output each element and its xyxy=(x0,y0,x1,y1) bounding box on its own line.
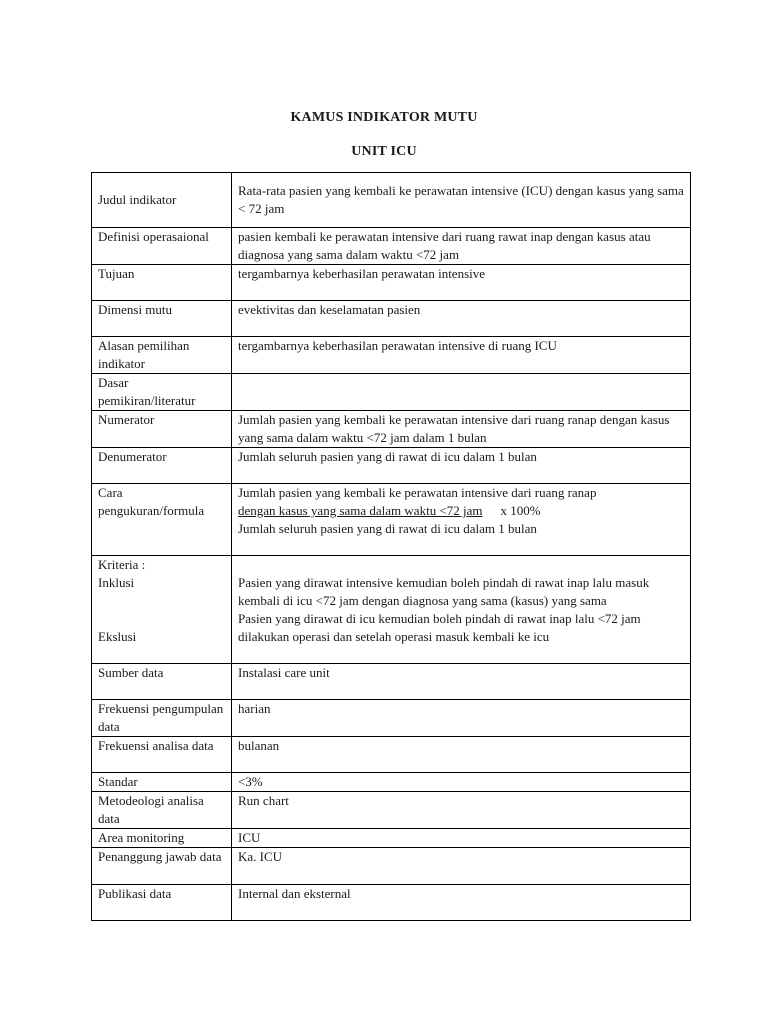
table-row xyxy=(92,228,691,265)
row-value: ICU xyxy=(232,829,691,848)
row-value: Jumlah pasien yang kembali ke perawatan intensive dari ruang ranap dengan kasus yang sama dalam waktu <72 jam dalam 1 bulan xyxy=(232,411,691,448)
table-row xyxy=(92,411,691,448)
row-label: Frekuensi analisa data xyxy=(92,737,232,773)
row-label: Cara pengukuran/formula xyxy=(92,484,232,556)
formula-cell xyxy=(232,484,691,556)
row-value: Rata-rata pasien yang kembali ke perawatan intensive (ICU) dengan kasus yang sama < 72 jam xyxy=(232,173,691,228)
table-row xyxy=(92,484,691,556)
row-label: Publikasi data xyxy=(92,885,232,921)
formula-denominator: Jumlah seluruh pasien yang di rawat di icu dalam 1 bulan xyxy=(238,521,537,536)
row-label: Denumerator xyxy=(92,448,232,484)
row-value: pasien kembali ke perawatan intensive dari ruang rawat inap dengan kasus atau diagnosa yang sama dalam waktu <72 jam xyxy=(232,228,691,265)
row-value: Jumlah seluruh pasien yang di rawat di icu dalam 1 bulan xyxy=(232,448,691,484)
row-value: Instalasi care unit xyxy=(232,664,691,700)
indicator-table xyxy=(91,172,691,921)
criteria-value-cell xyxy=(232,556,691,664)
criteria-heading: Kriteria : xyxy=(98,557,146,572)
row-label: Judul indikator xyxy=(92,173,232,228)
table-row xyxy=(92,792,691,829)
table-row xyxy=(92,265,691,301)
table-row xyxy=(92,700,691,737)
row-label: Frekuensi pengumpulan data xyxy=(92,700,232,737)
row-value: <3% xyxy=(232,773,691,792)
table-row xyxy=(92,737,691,773)
row-label: Sumber data xyxy=(92,664,232,700)
row-label: Area monitoring xyxy=(92,829,232,848)
formula-numerator-cont: dengan kasus yang sama dalam waktu <72 jam xyxy=(238,503,483,518)
formula-numerator: Jumlah pasien yang kembali ke perawatan intensive dari ruang ranap xyxy=(238,485,597,500)
table-row xyxy=(92,885,691,921)
table-row xyxy=(92,773,691,792)
formula-multiplier: x 100% xyxy=(500,503,541,518)
row-label: Definisi operasaional xyxy=(92,228,232,265)
row-label: Dimensi mutu xyxy=(92,301,232,337)
table-row xyxy=(92,829,691,848)
row-label: Tujuan xyxy=(92,265,232,301)
table-row xyxy=(92,556,691,664)
row-value: bulanan xyxy=(232,737,691,773)
row-value: harian xyxy=(232,700,691,737)
formula-line xyxy=(238,502,684,520)
row-value: Ka. ICU xyxy=(232,848,691,885)
table-row xyxy=(92,448,691,484)
row-value: Run chart xyxy=(232,792,691,829)
row-value xyxy=(232,374,691,411)
table-row xyxy=(92,664,691,700)
ekslusi-label: Ekslusi xyxy=(98,629,137,644)
row-label: Dasar pemikiran/literatur xyxy=(92,374,232,411)
ekslusi-value: Pasien yang dirawat di icu kemudian boleh pindah di rawat inap lalu <72 jam dilakukan operasi dan setelah operasi masuk kembali ke icu xyxy=(238,611,641,644)
table-row xyxy=(92,374,691,411)
document-title: KAMUS INDIKATOR MUTU xyxy=(290,110,478,125)
table-row xyxy=(92,337,691,374)
document-subtitle: UNIT ICU xyxy=(351,144,417,159)
row-value: evektivitas dan keselamatan pasien xyxy=(232,301,691,337)
row-label: Penanggung jawab data xyxy=(92,848,232,885)
row-label: Metodeologi analisa data xyxy=(92,792,232,829)
row-label: Numerator xyxy=(92,411,232,448)
table-row xyxy=(92,301,691,337)
inklusi-value: Pasien yang dirawat intensive kemudian boleh pindah di rawat inap lalu masuk kembali di icu <72 jam dengan diagnosa yang sama (kasus) yang sama xyxy=(238,575,650,608)
row-label: Standar xyxy=(92,773,232,792)
row-label: Alasan pemilihan indikator xyxy=(92,337,232,374)
row-value: tergambarnya keberhasilan perawatan intensive di ruang ICU xyxy=(232,337,691,374)
table-row xyxy=(92,173,691,228)
criteria-label-cell xyxy=(92,556,232,664)
table-row xyxy=(92,848,691,885)
row-value: Internal dan eksternal xyxy=(232,885,691,921)
row-value: tergambarnya keberhasilan perawatan intensive xyxy=(232,265,691,301)
inklusi-label: Inklusi xyxy=(98,575,135,590)
